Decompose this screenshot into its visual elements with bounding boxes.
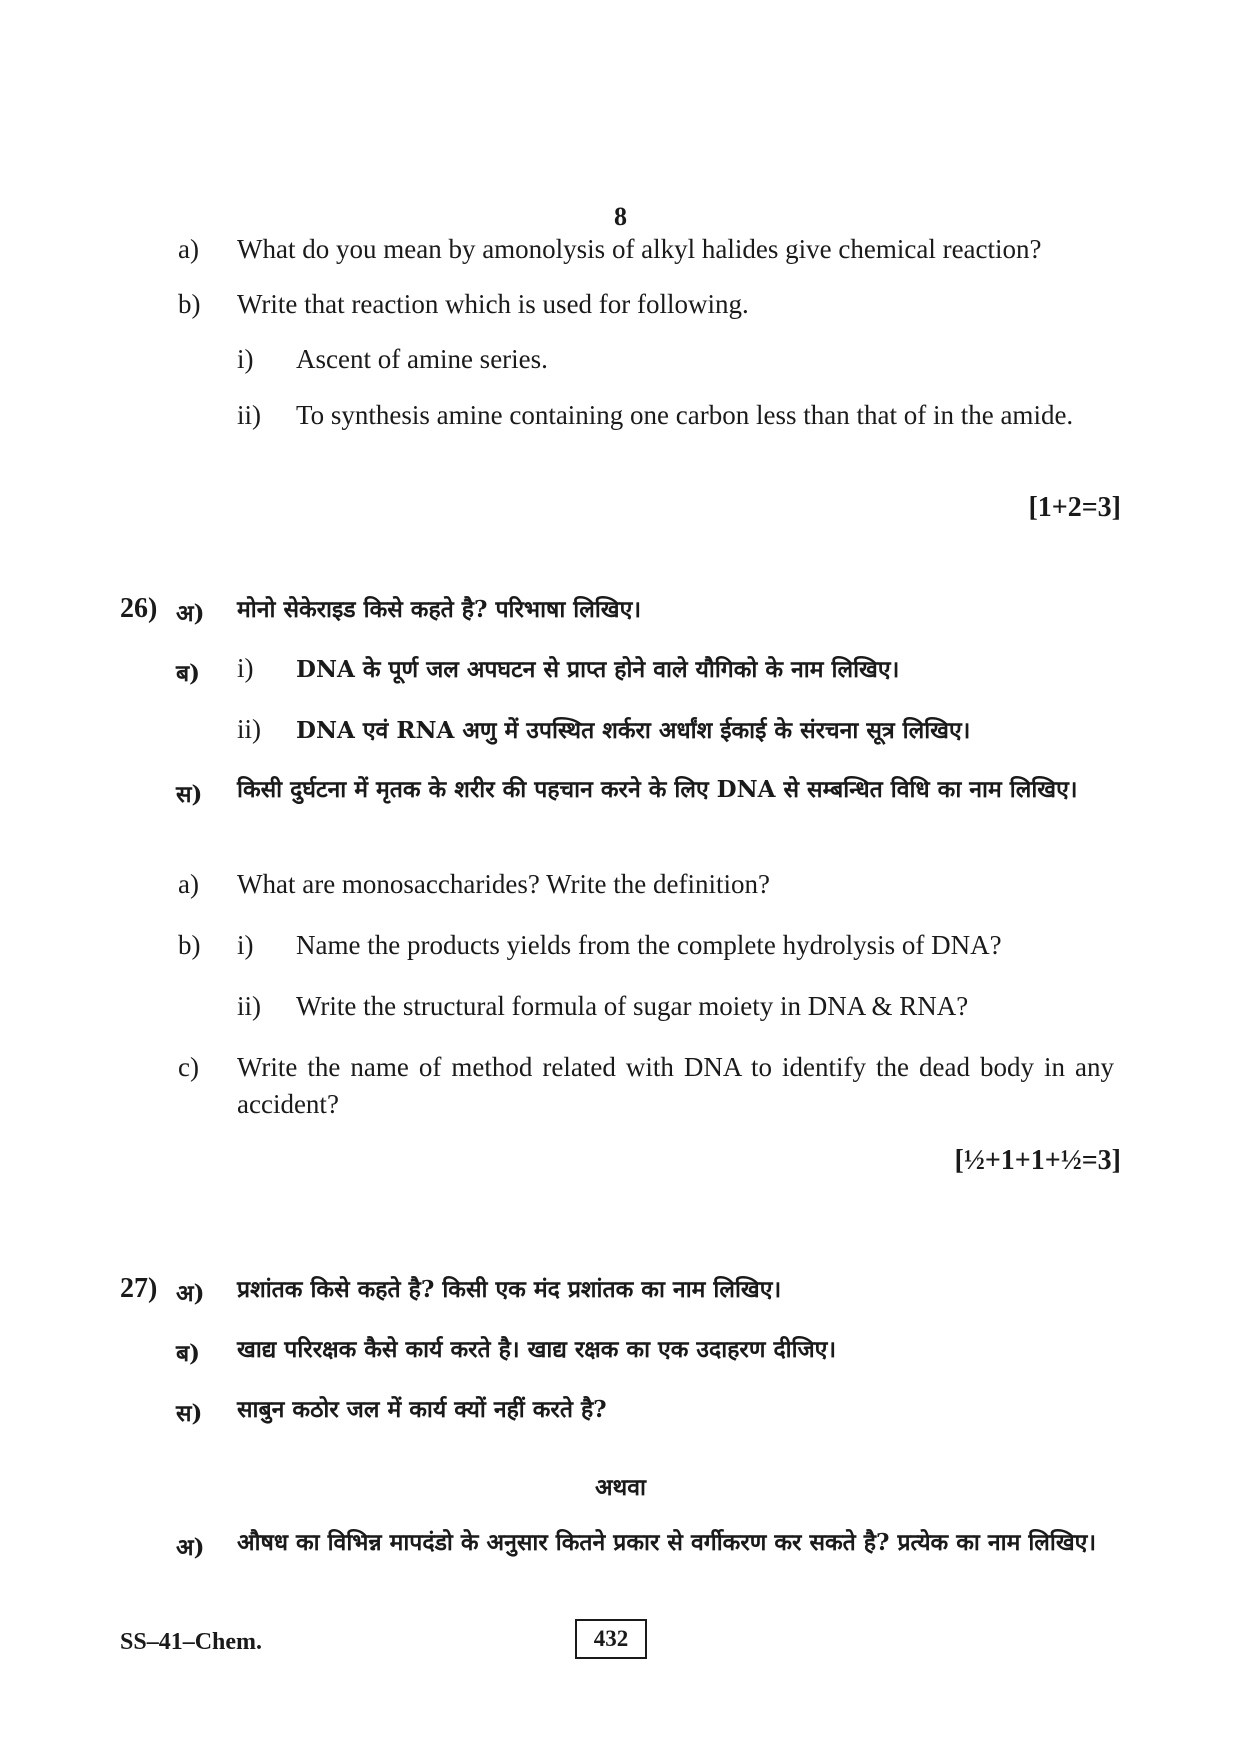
q26-b-ii-label: ii)	[237, 991, 261, 1021]
q27-hi-b-text: खाद्य परिरक्षक कैसे कार्य करते है। खाद्य रक्षक का एक उदाहरण दीजिए।	[237, 1336, 837, 1363]
q26-c-label: c)	[178, 1052, 199, 1082]
q27-hi-b-label: ब)	[176, 1340, 201, 1367]
q26-hi-c-label: स)	[176, 781, 203, 808]
q26-hi-b-ii-label: ii)	[237, 714, 261, 744]
q27-hi-c-label: स)	[176, 1400, 203, 1427]
q26-b-i-text: Name the products yields from the complete hydrolysis of DNA?	[296, 930, 1002, 960]
q25-b-ii-text: To synthesis amine containing one carbon less than that of in the amide.	[296, 400, 1074, 430]
q27-number: 27)	[120, 1273, 158, 1304]
or-divider: अथवा	[594, 1474, 646, 1501]
q26-hi-b-i-label: i)	[237, 653, 254, 683]
q27-hi-a-label: अ)	[176, 1280, 205, 1307]
q26-b-i-label: i)	[237, 930, 254, 960]
q25-b-ii-label: ii)	[237, 400, 261, 430]
q26-hi-b-ii-text: DNA एवं RNA अणु में उपस्थित शर्करा अर्धांश ईकाई के संरचना सूत्र लिखिए।	[296, 717, 971, 744]
q26-a-text: What are monosaccharides? Write the definition?	[237, 869, 770, 899]
q26-number: 26)	[120, 593, 158, 624]
q26-c-text: Write the name of method related with DNA to identify the dead body in any accident?	[237, 1052, 1114, 1119]
q27-hi-alt-a-label: अ)	[176, 1534, 205, 1561]
page-number: 8	[614, 202, 627, 231]
q26-a-label: a)	[178, 869, 199, 899]
q26-hi-b-label: ब)	[176, 660, 201, 687]
q25-marks: [1+2=3]	[1028, 492, 1121, 523]
q26-hi-a-label: अ)	[176, 600, 205, 627]
q26-hi-a-text: मोनो सेकेराइड किसे कहते है? परिभाषा लिखिए।	[237, 596, 642, 623]
q25-b-i-label: i)	[237, 344, 254, 374]
q27-hi-a-text: प्रशांतक किसे कहते है? किसी एक मंद प्रशांतक का नाम लिखिए।	[237, 1276, 782, 1303]
footer-paper-code: SS–41–Chem.	[120, 1629, 263, 1655]
footer-page-box: 432	[575, 1619, 647, 1659]
q27-hi-alt-a-text: औषध का विभिन्न मापदंडो के अनुसार कितने प्रकार से वर्गीकरण कर सकते है? प्रत्येक का नाम लिखिए।	[237, 1529, 1097, 1556]
q25-a-text: What do you mean by amonolysis of alkyl halides give chemical reaction?	[237, 234, 1042, 264]
q26-hi-c-text: किसी दुर्घटना में मृतक के शरीर की पहचान करने के लिए DNA से सम्बन्धित विधि का नाम लिखिए।	[237, 776, 1078, 803]
q26-b-ii-text: Write the structural formula of sugar moiety in DNA & RNA?	[296, 991, 969, 1021]
q25-b-label: b)	[178, 289, 201, 319]
q26-hi-b-i-text: DNA के पूर्ण जल अपघटन से प्राप्त होने वाले यौगिको के नाम लिखिए।	[296, 656, 900, 683]
q26-b-label: b)	[178, 930, 201, 960]
q25-b-text: Write that reaction which is used for following.	[237, 289, 749, 319]
q25-a-label: a)	[178, 234, 199, 264]
q25-b-i-text: Ascent of amine series.	[296, 344, 548, 374]
q27-hi-c-text: साबुन कठोर जल में कार्य क्यों नहीं करते है?	[237, 1396, 607, 1423]
q26-marks: [½+1+1+½=3]	[954, 1145, 1121, 1176]
